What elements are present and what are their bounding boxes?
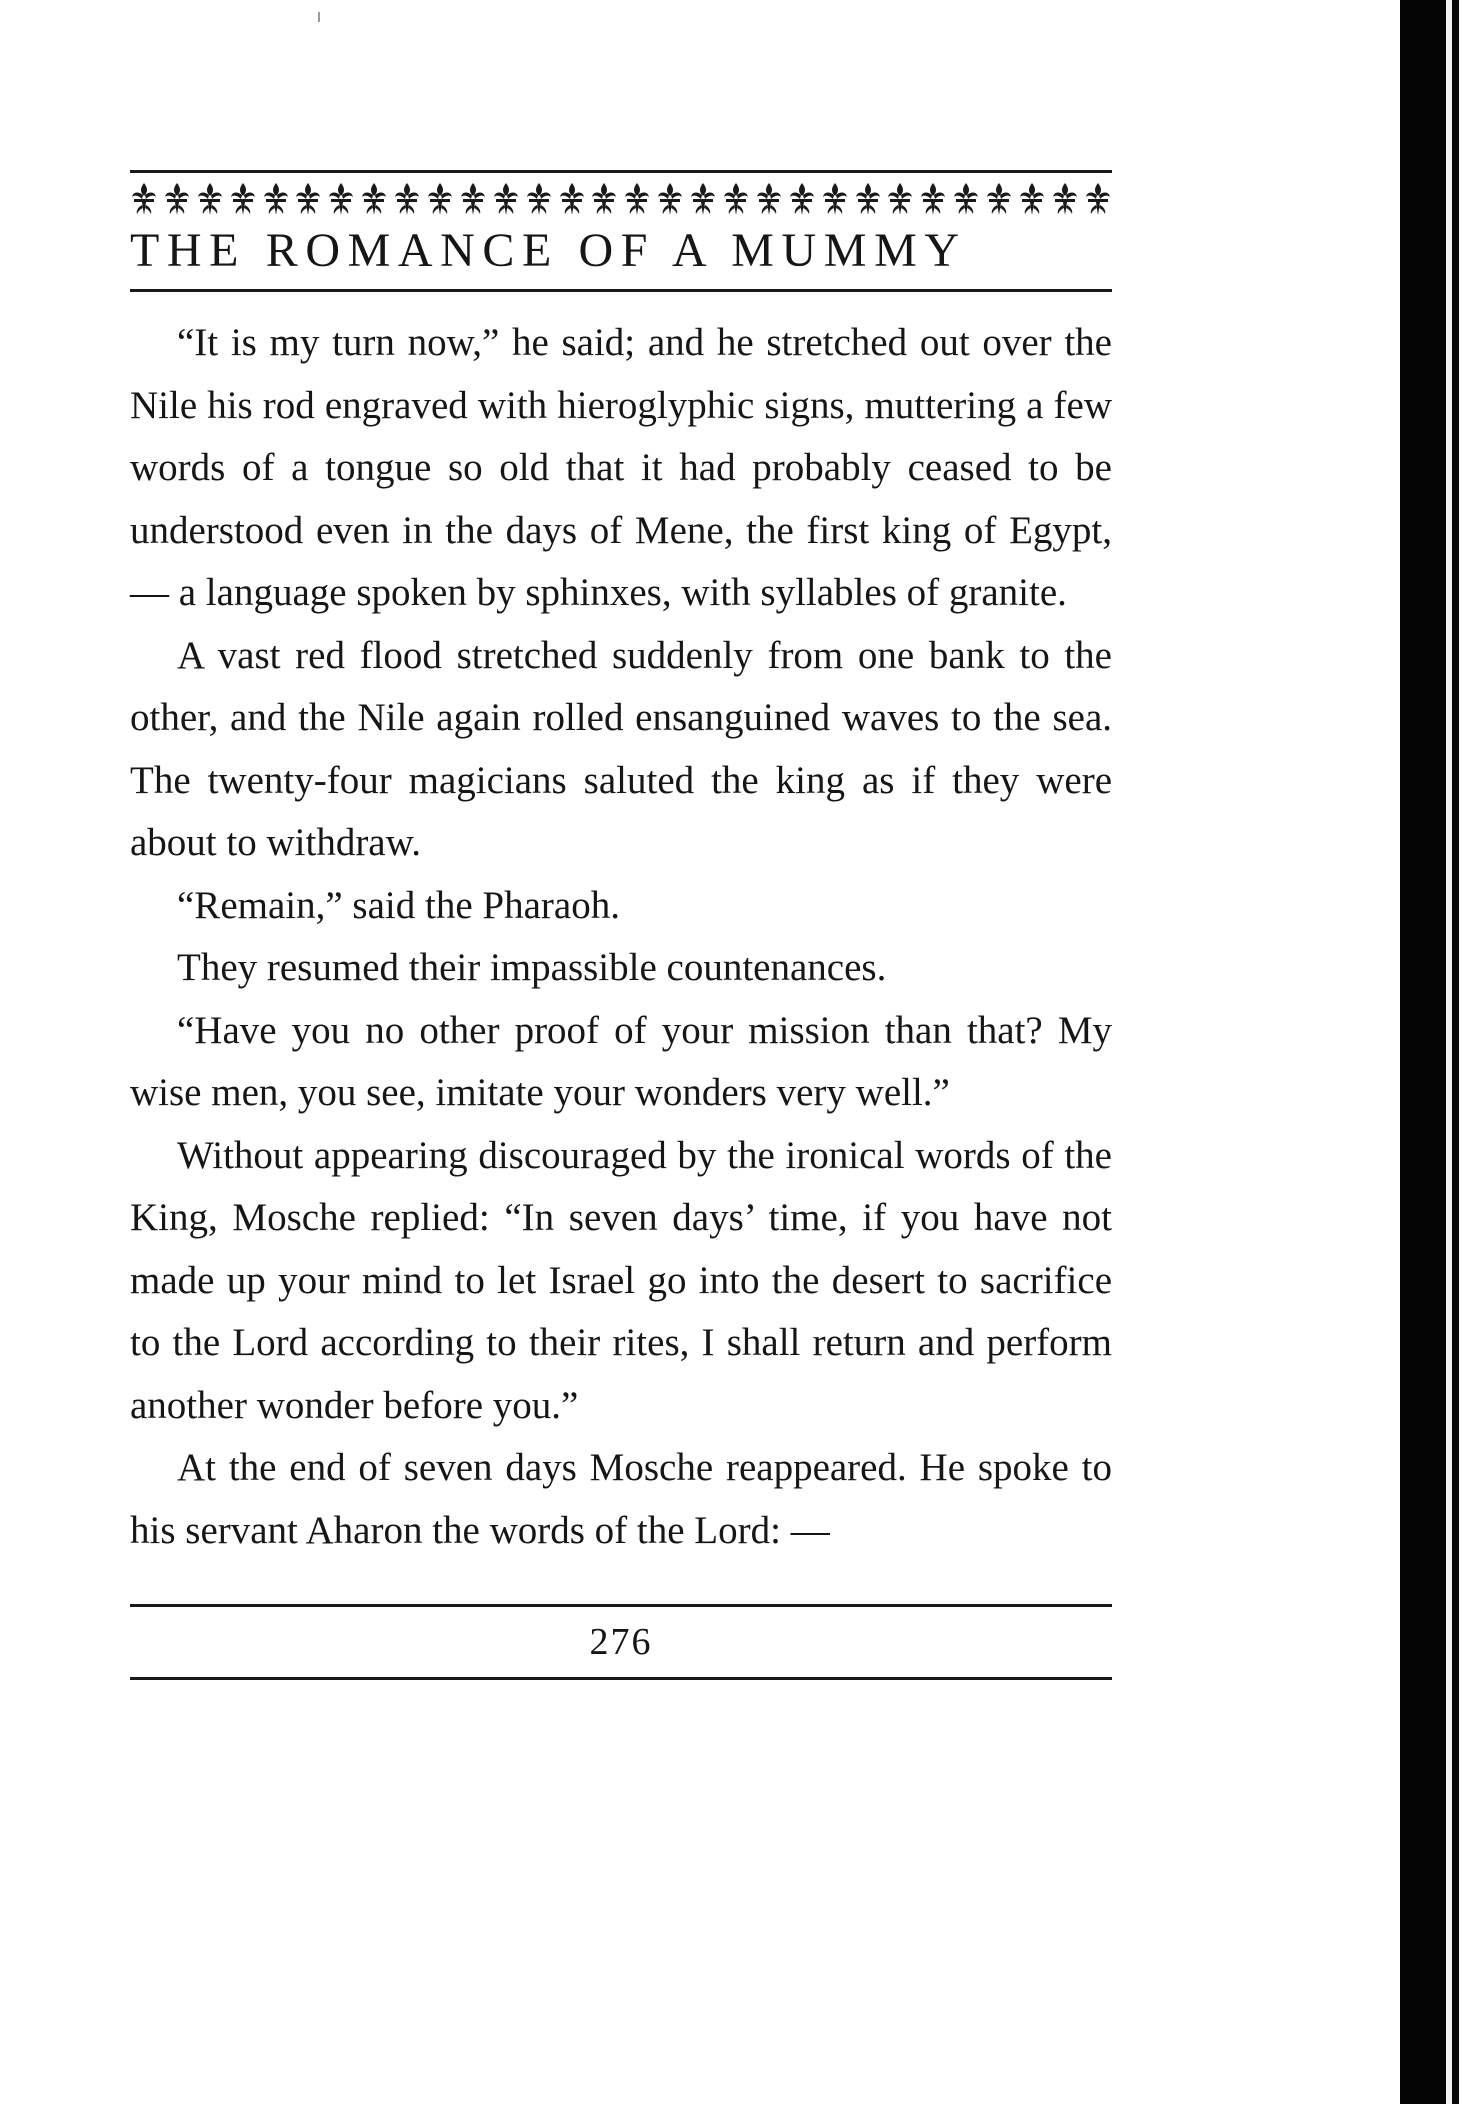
paragraph: At the end of seven days Mosche reappeared. He spoke to his servant Aharon the words of the Lord: — — [130, 1446, 1112, 1552]
book-page — [130, 170, 1112, 1680]
fleur-de-lis-icon — [558, 182, 586, 216]
fleur-de-lis-icon — [788, 182, 816, 216]
fleur-de-lis-icon — [623, 182, 651, 216]
scan-speck — [318, 12, 320, 22]
paragraph: They resumed their impassible countenances. — [177, 946, 887, 989]
binding-line — [1452, 0, 1459, 2104]
fleur-de-lis-icon — [919, 182, 947, 216]
fleur-de-lis-icon — [294, 182, 322, 216]
fleur-de-lis-icon — [755, 182, 783, 216]
fleur-de-lis-icon — [821, 182, 849, 216]
fleur-de-lis-icon — [985, 182, 1013, 216]
fleur-de-lis-icon — [327, 182, 355, 216]
fleur-de-lis-icon — [196, 182, 224, 216]
paragraph: A vast red flood stretched suddenly from one bank to the other, and the Nile again rolled ensanguined waves to the sea. The twenty-four magicians saluted the king as if they were about to withdraw. — [130, 633, 1112, 864]
bottom-rule — [130, 1677, 1112, 1680]
fleur-de-lis-icon — [590, 182, 618, 216]
paragraph: “Have you no other proof of your mission than that? My wise men, you see, imitate your wonders very well.” — [130, 1008, 1112, 1114]
fleur-de-lis-icon — [262, 182, 290, 216]
footer-rule — [130, 1604, 1112, 1607]
binding-edge-shadow — [1400, 0, 1446, 2104]
header-rule — [130, 289, 1112, 292]
fleur-de-lis-icon — [854, 182, 882, 216]
top-rule — [130, 170, 1112, 173]
fleur-de-lis-ornament-row — [130, 181, 1112, 217]
fleur-de-lis-icon — [360, 182, 388, 216]
fleur-de-lis-icon — [689, 182, 717, 216]
fleur-de-lis-icon — [229, 182, 257, 216]
paragraph: Without appearing discouraged by the ironical words of the King, Mosche replied: “In seven days’ time, if you have not made up your mind to let Israel go into the desert to sacrifice to the Lord according to their rites, I shall return and perform another wonder before you.” — [130, 1133, 1112, 1427]
paragraph: “Remain,” said the Pharaoh. — [177, 883, 620, 927]
fleur-de-lis-icon — [886, 182, 914, 216]
fleur-de-lis-icon — [952, 182, 980, 216]
fleur-de-lis-icon — [1018, 182, 1046, 216]
fleur-de-lis-icon — [656, 182, 684, 216]
page-number: 276 — [589, 1621, 653, 1663]
fleur-de-lis-icon — [393, 182, 421, 216]
paragraph: “It is my turn now,” he said; and he stretched out over the Nile his rod engraved with hieroglyphic signs, muttering a few words of a tongue so old that it had probably ceased to be understood even in the days of Mene, the first king of Egypt, — a language spoken by sphinxes, with syllables of granite. — [130, 321, 1112, 614]
body-text — [130, 312, 1112, 1562]
fleur-de-lis-icon — [722, 182, 750, 216]
fleur-de-lis-icon — [163, 182, 191, 216]
fleur-de-lis-icon — [426, 182, 454, 216]
fleur-de-lis-icon — [1084, 182, 1112, 216]
fleur-de-lis-icon — [130, 182, 158, 216]
fleur-de-lis-icon — [1051, 182, 1079, 216]
running-title: THE ROMANCE OF A MUMMY — [130, 224, 967, 277]
fleur-de-lis-icon — [492, 182, 520, 216]
fleur-de-lis-icon — [459, 182, 487, 216]
fleur-de-lis-icon — [525, 182, 553, 216]
